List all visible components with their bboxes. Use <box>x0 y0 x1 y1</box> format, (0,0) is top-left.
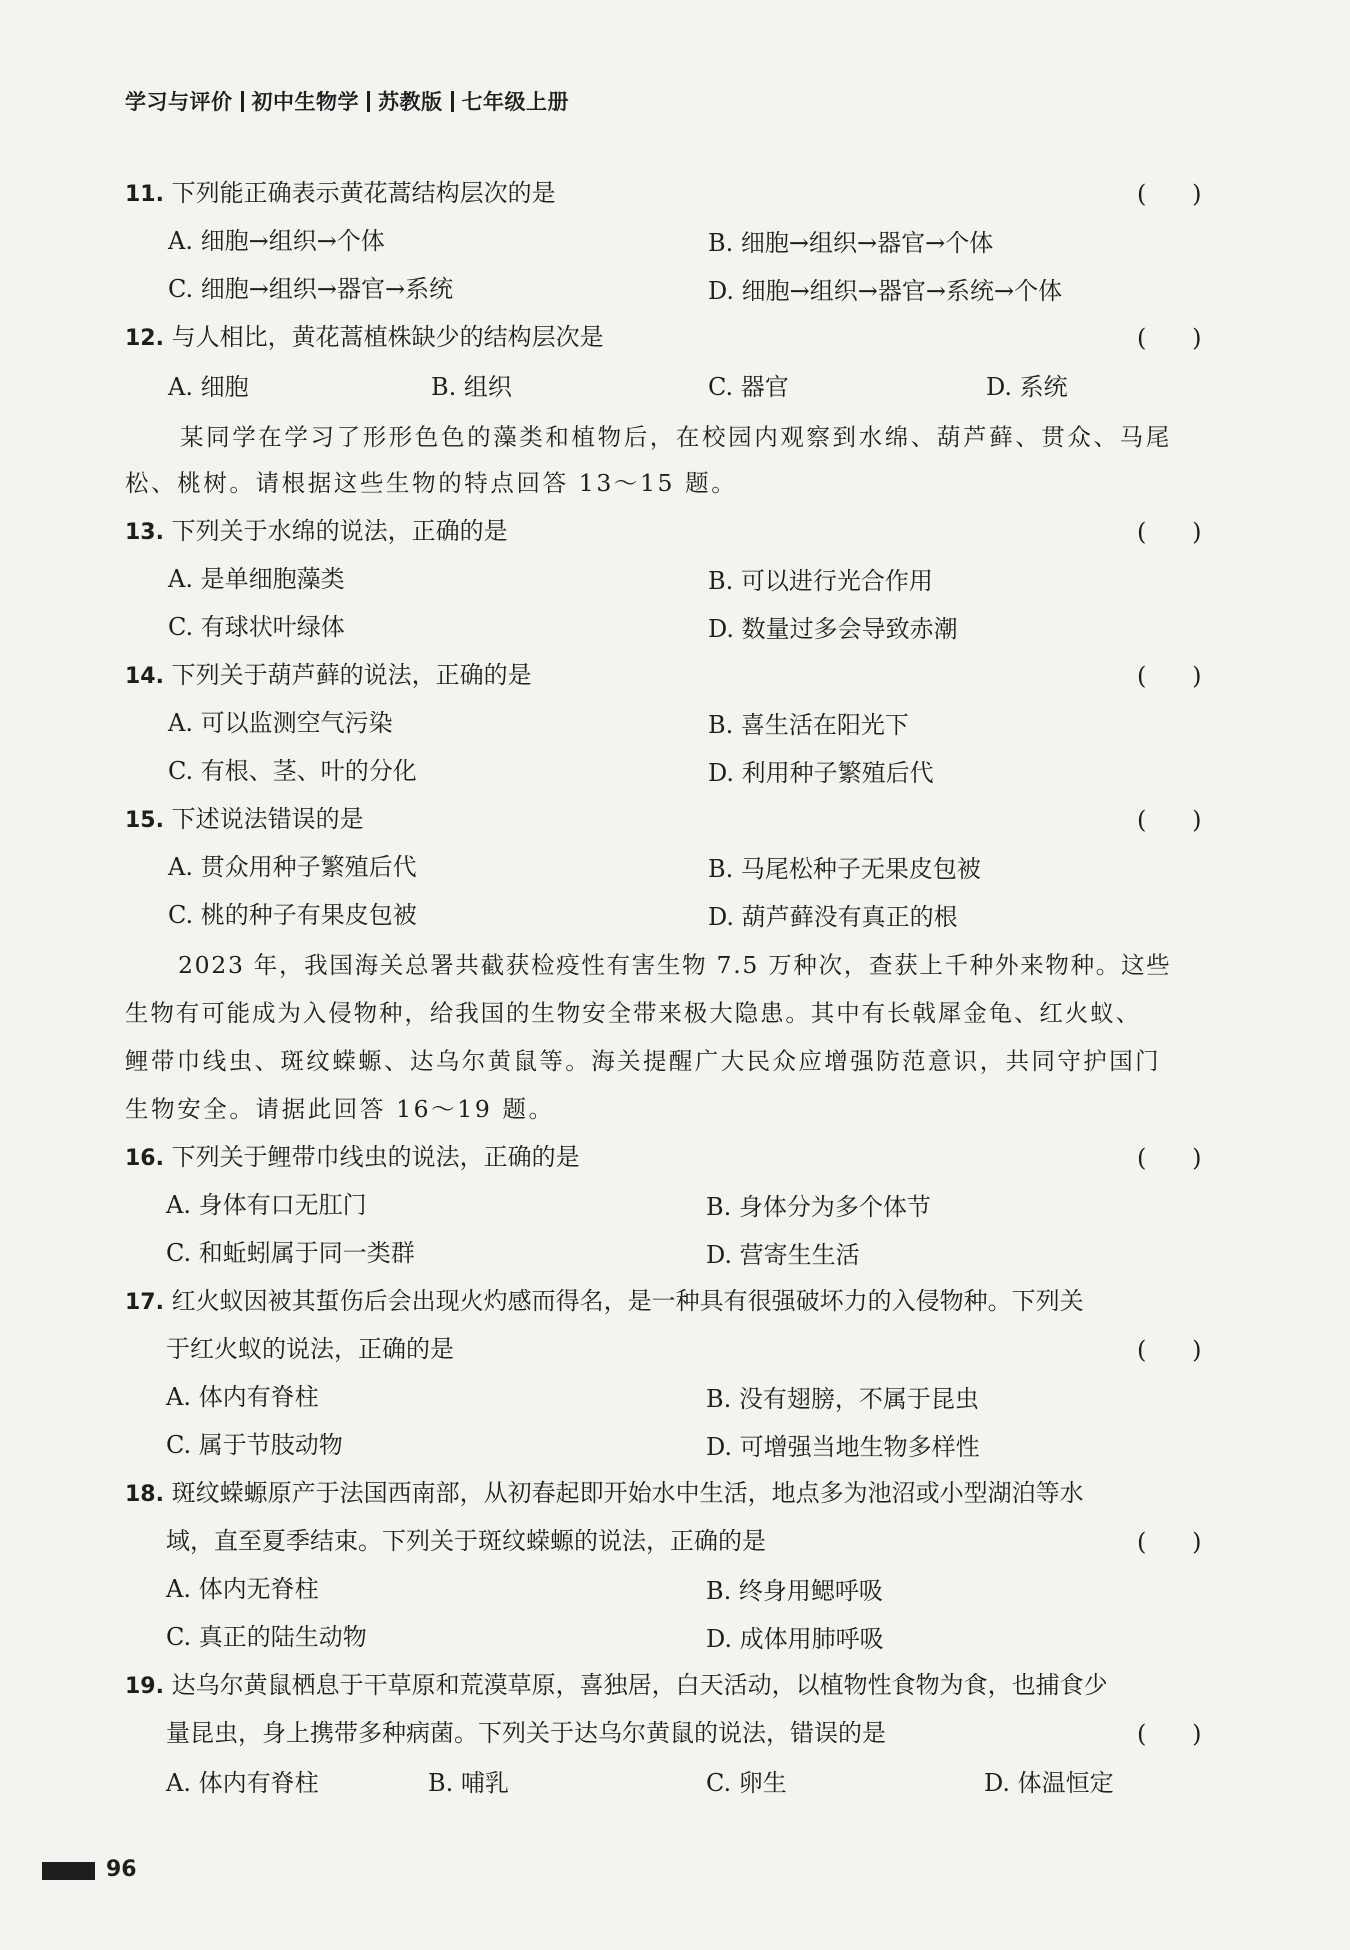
question-stem: 与人相比，黄花蒿植株缺少的结构层次是 <box>171 323 604 351</box>
question-16: 16. 下列关于鲤带巾线虫的说法，正确的是 <box>125 1143 580 1171</box>
option-d: D. 利用种子繁殖后代 <box>708 759 934 787</box>
passage-line: 鲤带巾线虫、斑纹蝾螈、达乌尔黄鼠等。海关提醒广大民众应增强防范意识，共同守护国门 <box>125 1047 1161 1075</box>
option-a: A. 体内有脊柱 <box>166 1383 319 1411</box>
option-d: D. 体温恒定 <box>984 1769 1114 1797</box>
page-number: 96 <box>106 1857 137 1882</box>
option-b: B. 哺乳 <box>428 1769 509 1797</box>
question-stem: 下列能正确表示黄花蒿结构层次的是 <box>171 179 556 207</box>
answer-blank[interactable]: ( ) <box>1137 1720 1202 1748</box>
answer-blank[interactable]: ( ) <box>1137 1528 1202 1556</box>
option-b: B. 细胞→组织→器官→个体 <box>708 229 994 257</box>
option-c: C. 卵生 <box>706 1769 787 1797</box>
header-separator <box>241 91 244 112</box>
passage-line: 2023 年，我国海关总署共截获检疫性有害生物 7.5 万种次，查获上千种外来物种。这些 <box>178 951 1172 979</box>
question-stem: 斑纹蝾螈原产于法国西南部，从初春起即开始水中生活，地点多为池沼或小型湖泊等水 <box>171 1479 1084 1507</box>
question-stem-continued: 域，直至夏季结束。下列关于斑纹蝾螈的说法，正确的是 <box>166 1527 766 1555</box>
passage-line: 某同学在学习了形形色色的藻类和植物后，在校园内观察到水绵、葫芦藓、贯众、马尾 <box>180 423 1172 451</box>
question-stem: 下列关于水绵的说法，正确的是 <box>171 517 508 545</box>
question-stem: 下列关于葫芦藓的说法，正确的是 <box>171 661 532 689</box>
passage-line: 生物有可能成为入侵物种，给我国的生物安全带来极大隐患。其中有长戟犀金龟、红火蚁、 <box>125 999 1141 1027</box>
option-d: D. 细胞→组织→器官→系统→个体 <box>708 277 1063 305</box>
option-c: C. 有球状叶绿体 <box>168 613 345 641</box>
question-12: 12. 与人相比，黄花蒿植株缺少的结构层次是 <box>125 323 604 351</box>
footer-bar <box>42 1862 95 1880</box>
option-d: D. 数量过多会导致赤潮 <box>708 615 958 643</box>
option-c: C. 真正的陆生动物 <box>166 1623 367 1651</box>
question-stem: 达乌尔黄鼠栖息于干草原和荒漠草原，喜独居，白天活动，以植物性食物为食，也捕食少 <box>171 1671 1108 1699</box>
answer-blank[interactable]: ( ) <box>1137 806 1202 834</box>
question-14: 14. 下列关于葫芦藓的说法，正确的是 <box>125 661 532 689</box>
answer-blank[interactable]: ( ) <box>1137 1144 1202 1172</box>
option-a: A. 体内有脊柱 <box>166 1769 319 1797</box>
option-c: C. 桃的种子有果皮包被 <box>168 901 417 929</box>
answer-blank[interactable]: ( ) <box>1137 662 1202 690</box>
question-19: 19. 达乌尔黄鼠栖息于干草原和荒漠草原，喜独居，白天活动，以植物性食物为食，也捕食少 <box>125 1671 1108 1699</box>
option-d: D. 成体用肺呼吸 <box>706 1625 884 1653</box>
option-c: C. 有根、茎、叶的分化 <box>168 757 417 785</box>
question-13: 13. 下列关于水绵的说法，正确的是 <box>125 517 508 545</box>
option-c: C. 和蚯蚓属于同一类群 <box>166 1239 415 1267</box>
question-15: 15. 下述说法错误的是 <box>125 805 364 833</box>
option-b: B. 终身用鳃呼吸 <box>706 1577 883 1605</box>
option-a: A. 贯众用种子繁殖后代 <box>168 853 417 881</box>
option-b: B. 组织 <box>431 373 512 401</box>
option-c: C. 器官 <box>708 373 789 401</box>
option-d: D. 可增强当地生物多样性 <box>706 1433 980 1461</box>
option-a: A. 可以监测空气污染 <box>168 709 393 737</box>
question-11: 11. 下列能正确表示黄花蒿结构层次的是 <box>125 179 556 207</box>
header-edition: 苏教版 <box>378 90 443 114</box>
header-grade: 七年级上册 <box>461 90 569 114</box>
option-b: B. 可以进行光合作用 <box>708 567 933 595</box>
option-a: A. 是单细胞藻类 <box>168 565 345 593</box>
option-a: A. 身体有口无肛门 <box>166 1191 367 1219</box>
answer-blank[interactable]: ( ) <box>1137 180 1202 208</box>
option-d: D. 营寄生生活 <box>706 1241 860 1269</box>
question-17: 17. 红火蚁因被其蜇伤后会出现火灼感而得名，是一种具有很强破坏力的入侵物种。下列关 <box>125 1287 1084 1315</box>
option-b: B. 马尾松种子无果皮包被 <box>708 855 981 883</box>
option-c: C. 属于节肢动物 <box>166 1431 343 1459</box>
header-subject: 初中生物学 <box>251 90 359 114</box>
question-stem: 下列关于鲤带巾线虫的说法，正确的是 <box>171 1143 580 1171</box>
running-header <box>125 86 569 116</box>
option-b: B. 没有翅膀，不属于昆虫 <box>706 1385 979 1413</box>
option-d: D. 系统 <box>986 373 1068 401</box>
header-separator <box>367 91 370 112</box>
answer-blank[interactable]: ( ) <box>1137 324 1202 352</box>
question-stem: 下述说法错误的是 <box>171 805 364 833</box>
option-a: A. 细胞→组织→个体 <box>168 227 385 255</box>
answer-blank[interactable]: ( ) <box>1137 518 1202 546</box>
question-stem-continued: 于红火蚁的说法，正确的是 <box>166 1335 454 1363</box>
option-b: B. 喜生活在阳光下 <box>708 711 909 739</box>
option-a: A. 体内无脊柱 <box>166 1575 319 1603</box>
option-c: C. 细胞→组织→器官→系统 <box>168 275 454 303</box>
option-b: B. 身体分为多个体节 <box>706 1193 931 1221</box>
question-stem: 红火蚁因被其蜇伤后会出现火灼感而得名，是一种具有很强破坏力的入侵物种。下列关 <box>171 1287 1084 1315</box>
passage-line: 生物安全。请据此回答 16～19 题。 <box>125 1095 555 1123</box>
passage-line: 松、桃树。请根据这些生物的特点回答 13～15 题。 <box>125 469 738 497</box>
question-18: 18. 斑纹蝾螈原产于法国西南部，从初春起即开始水中生活，地点多为池沼或小型湖泊等水 <box>125 1479 1084 1507</box>
answer-blank[interactable]: ( ) <box>1137 1336 1202 1364</box>
header-separator <box>451 91 454 112</box>
header-book: 学习与评价 <box>125 90 233 114</box>
question-stem-continued: 量昆虫，身上携带多种病菌。下列关于达乌尔黄鼠的说法，错误的是 <box>166 1719 886 1747</box>
option-d: D. 葫芦藓没有真正的根 <box>708 903 958 931</box>
option-a: A. 细胞 <box>168 373 249 401</box>
